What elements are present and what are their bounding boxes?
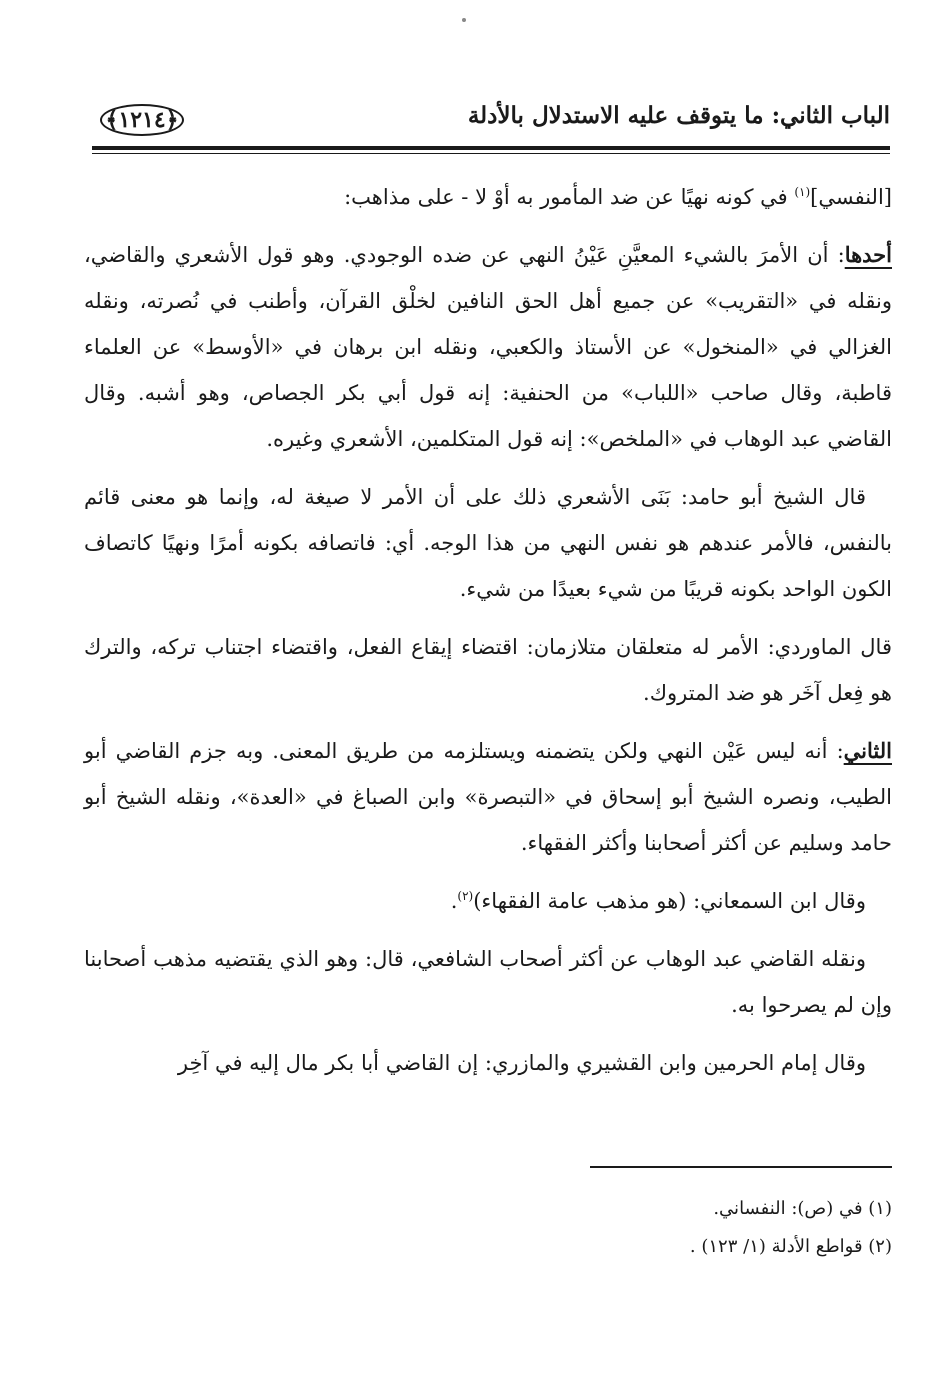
chapter-title: الباب الثاني: ما يتوقف عليه الاستدلال بالأدلة (467, 102, 890, 129)
text-run: في كونه نهيًا عن ضد المأمور به أوْ لا - على مذاهب: (344, 185, 795, 209)
text-run: [النفسي] (810, 185, 892, 209)
paragraph: وقال إمام الحرمين وابن القشيري والمازري: إن القاضي أبا بكر مال إليه في آخِر (177, 1051, 866, 1075)
footnote: (٢) قواطع الأدلة (١/ ١٢٣) . (689, 1236, 892, 1257)
page-corner-mark (462, 18, 466, 22)
footnote-ref: (٢) (457, 889, 474, 903)
main-text (84, 174, 892, 1098)
paragraph: قال الماوردي: الأمر له متعلقان متلازمان: اقتضاء إيقاع الفعل، واقتضاء اجتناب تركه، والترك هو فِعل آخَر هو ضد المتروك. (84, 635, 892, 705)
paragraph (84, 878, 892, 924)
footnotes (92, 1190, 892, 1266)
text-run: . (450, 889, 458, 913)
text-run: وقال ابن السمعاني: (هو مذهب عامة الفقهاء) (473, 889, 866, 913)
header-rule (92, 146, 890, 150)
paragraph: قال الشيخ أبو حامد: بَنَى الأشعري ذلك على أن الأمر لا صيغة له، وإنما هو معنى قائم بالنفس، فالأمر عندهم هو نفس النهي من هذا الوجه. أي: فاتصافه بكونه أمرًا ونهيًا كاتصاف الكون الواحد بكونه قريبًا من شيء بعيدًا من شيء. (84, 485, 892, 601)
paragraph (84, 174, 892, 220)
header-rule-thin (92, 153, 890, 154)
footnote: (١) في (ص): النفساني. (713, 1198, 892, 1219)
section-label: الثاني (843, 738, 892, 763)
paragraph (84, 232, 892, 462)
text-run: : أنه ليس عَيْن النهي ولكن يتضمنه ويستلزمه من طريق المعنى. وبه جزم القاضي أبو الطيب، ونصره الشيخ أبو إسحاق في «التبصرة» وابن الصباغ في «العدة»، ونقله الشيخ أبو حامد وسليم عن أكثر أصحابنا وأكثر الفقهاء. (84, 739, 892, 855)
section-label: أحدها (844, 242, 892, 267)
footnote-ref: (١) (794, 185, 811, 199)
paragraph: ونقله القاضي عبد الوهاب عن أكثر أصحاب الشافعي، قال: وهو الذي يقتضيه مذهب أصحابنا وإن لم يصرحوا به. (84, 947, 892, 1017)
paragraph (84, 728, 892, 866)
text-run: : أن الأمرَ بالشيء المعيَّنِ عَيْنُ النهي عن ضده الوجودي. وهو قول الأشعري والقاضي، ونقله في «التقريب» عن جميع أهل الحق النافين لخلْق القرآن، وأطنب في نُصرته، ونقله الغزالي في «المنخول» عن الأستاذ والكعبي، ونقله ابن برهان في «الأوسط» عن العلماء قاطبة، وقال صاحب «اللباب» من الحنفية: إنه قول أبي بكر الجصاص، وهو أشبه. وقال القاضي عبد الوهاب في «الملخص»: إنه قول المتكلمين، الأشعري وغيره. (84, 243, 892, 451)
page-number: ﴿١٢١٤﴾ (100, 104, 184, 136)
footnote-separator (590, 1166, 892, 1168)
